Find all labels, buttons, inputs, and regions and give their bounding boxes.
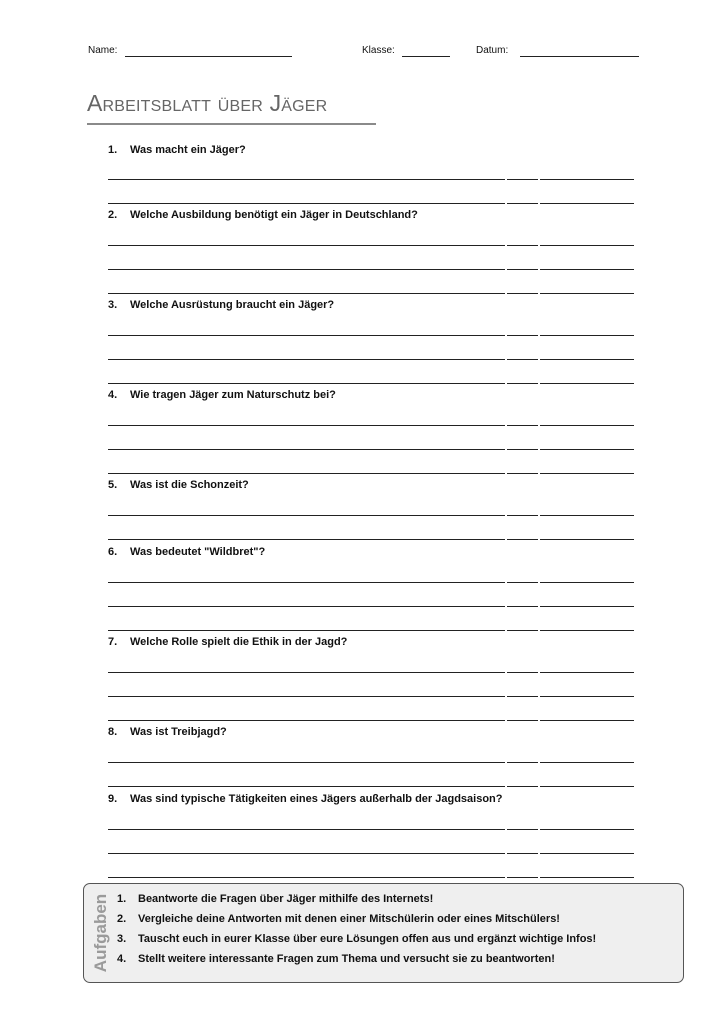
answer-line-segment <box>507 245 538 246</box>
answer-line-segment <box>507 786 538 787</box>
answer-line-segment <box>507 539 538 540</box>
answer-line-segment <box>108 877 505 878</box>
tasks-label <box>81 890 121 976</box>
question-text: Wie tragen Jäger zum Naturschutz bei? <box>130 389 336 401</box>
question-3 <box>108 299 634 313</box>
answer-line-segment <box>507 203 538 204</box>
answer-line-segment <box>540 335 634 336</box>
answer-line-segment <box>108 672 505 673</box>
answer-line-segment <box>540 762 634 763</box>
answer-line-segment <box>507 829 538 830</box>
answer-line-segment <box>108 245 505 246</box>
answer-line-segment <box>108 720 505 721</box>
question-text: Was macht ein Jäger? <box>130 144 246 156</box>
answer-line-segment <box>540 179 634 180</box>
answer-line-segment <box>108 335 505 336</box>
answer-line-segment <box>108 203 505 204</box>
task-list <box>117 892 596 972</box>
answer-line-segment <box>540 269 634 270</box>
answer-line-segment <box>108 449 505 450</box>
answer-line-segment <box>540 630 634 631</box>
answer-line-segment <box>540 293 634 294</box>
class-label: Klasse: <box>362 45 395 56</box>
answer-line-segment <box>108 383 505 384</box>
answer-line-segment <box>507 630 538 631</box>
answer-line-segment <box>507 515 538 516</box>
question-number: 7. <box>108 636 118 648</box>
answer-line-segment <box>540 449 634 450</box>
answer-line-segment <box>507 762 538 763</box>
question-text: Was ist Treibjagd? <box>130 726 227 738</box>
question-4 <box>108 389 634 403</box>
page-title: Arbeitsblatt über Jäger <box>87 90 328 116</box>
task-number: 4. <box>117 953 127 965</box>
name-field <box>88 45 117 56</box>
date-label: Datum: <box>476 45 509 56</box>
question-7 <box>108 636 634 650</box>
answer-line-segment <box>540 720 634 721</box>
question-text: Was bedeutet "Wildbret"? <box>130 546 266 558</box>
answer-line-segment <box>108 606 505 607</box>
answer-line-segment <box>540 829 634 830</box>
class-input-line[interactable] <box>402 56 450 57</box>
task-text: Beantworte die Fragen über Jäger mithilfe des Internets! <box>138 893 434 905</box>
question-number: 1. <box>108 144 118 156</box>
answer-line-segment <box>507 269 538 270</box>
question-9 <box>108 793 634 807</box>
answer-line-segment <box>108 425 505 426</box>
task-item <box>117 932 596 952</box>
question-1 <box>108 144 634 158</box>
question-number: 5. <box>108 479 118 491</box>
answer-line-segment <box>108 582 505 583</box>
answer-line-segment <box>507 672 538 673</box>
answer-line-segment <box>507 449 538 450</box>
task-text: Tauscht euch in eurer Klasse über eure Lösungen offen aus und ergänzt wichtige Infos! <box>138 933 597 945</box>
answer-line-segment <box>108 786 505 787</box>
question-text: Welche Ausrüstung braucht ein Jäger? <box>130 299 335 311</box>
answer-line-segment <box>507 473 538 474</box>
answer-line-segment <box>108 269 505 270</box>
answer-line-segment <box>540 786 634 787</box>
answer-line-segment <box>507 335 538 336</box>
question-number: 3. <box>108 299 118 311</box>
answer-line-segment <box>540 383 634 384</box>
answer-line-segment <box>507 853 538 854</box>
question-text: Was ist die Schonzeit? <box>130 479 249 491</box>
question-text: Was sind typische Tätigkeiten eines Jägers außerhalb der Jagdsaison? <box>130 793 503 805</box>
answer-line-segment <box>507 582 538 583</box>
date-input-line[interactable] <box>520 56 639 57</box>
answer-line-segment <box>540 672 634 673</box>
answer-line-segment <box>108 696 505 697</box>
answer-line-segment <box>108 829 505 830</box>
task-item <box>117 912 596 932</box>
answer-line-segment <box>507 359 538 360</box>
answer-line-segment <box>540 245 634 246</box>
answer-line-segment <box>108 853 505 854</box>
answer-line-segment <box>108 539 505 540</box>
question-8 <box>108 726 634 740</box>
question-number: 4. <box>108 389 118 401</box>
name-label: Name: <box>88 45 118 56</box>
question-6 <box>108 546 634 560</box>
answer-line-segment <box>540 425 634 426</box>
question-text: Welche Ausbildung benötigt ein Jäger in Deutschland? <box>130 209 418 221</box>
answer-line-segment <box>540 539 634 540</box>
name-input-line[interactable] <box>125 56 292 57</box>
answer-line-segment <box>507 696 538 697</box>
task-item <box>117 952 596 972</box>
answer-line-segment <box>540 877 634 878</box>
answer-line-segment <box>507 383 538 384</box>
answer-line-segment <box>540 473 634 474</box>
answer-line-segment <box>540 582 634 583</box>
answer-line-segment <box>108 762 505 763</box>
answer-line-segment <box>108 293 505 294</box>
class-field <box>362 45 395 56</box>
task-number: 2. <box>117 913 127 925</box>
answer-line-segment <box>507 877 538 878</box>
task-number: 3. <box>117 933 127 945</box>
date-field <box>476 45 508 56</box>
answer-line-segment <box>540 203 634 204</box>
task-number: 1. <box>117 893 127 905</box>
answer-line-segment <box>507 293 538 294</box>
answer-line-segment <box>108 179 505 180</box>
answer-line-segment <box>108 359 505 360</box>
question-number: 9. <box>108 793 118 805</box>
answer-line-segment <box>540 359 634 360</box>
task-text: Vergleiche deine Antworten mit denen einer Mitschülerin oder eines Mitschülers! <box>138 913 560 925</box>
task-item <box>117 892 596 912</box>
answer-line-segment <box>108 630 505 631</box>
question-number: 2. <box>108 209 118 221</box>
answer-line-segment <box>540 853 634 854</box>
answer-line-segment <box>540 696 634 697</box>
task-text: Stellt weitere interessante Fragen zum Thema und versucht sie zu beantworten! <box>138 953 555 965</box>
answer-line-segment <box>507 606 538 607</box>
answer-line-segment <box>108 515 505 516</box>
question-number: 8. <box>108 726 118 738</box>
question-5 <box>108 479 634 493</box>
answer-line-segment <box>507 179 538 180</box>
question-text: Welche Rolle spielt die Ethik in der Jagd? <box>130 636 348 648</box>
title-underline <box>87 123 376 125</box>
tasks-label-text: Aufgaben <box>91 893 111 973</box>
answer-line-segment <box>507 425 538 426</box>
question-2 <box>108 209 634 223</box>
question-number: 6. <box>108 546 118 558</box>
answer-line-segment <box>507 720 538 721</box>
answer-line-segment <box>108 473 505 474</box>
answer-line-segment <box>540 606 634 607</box>
answer-line-segment <box>540 515 634 516</box>
